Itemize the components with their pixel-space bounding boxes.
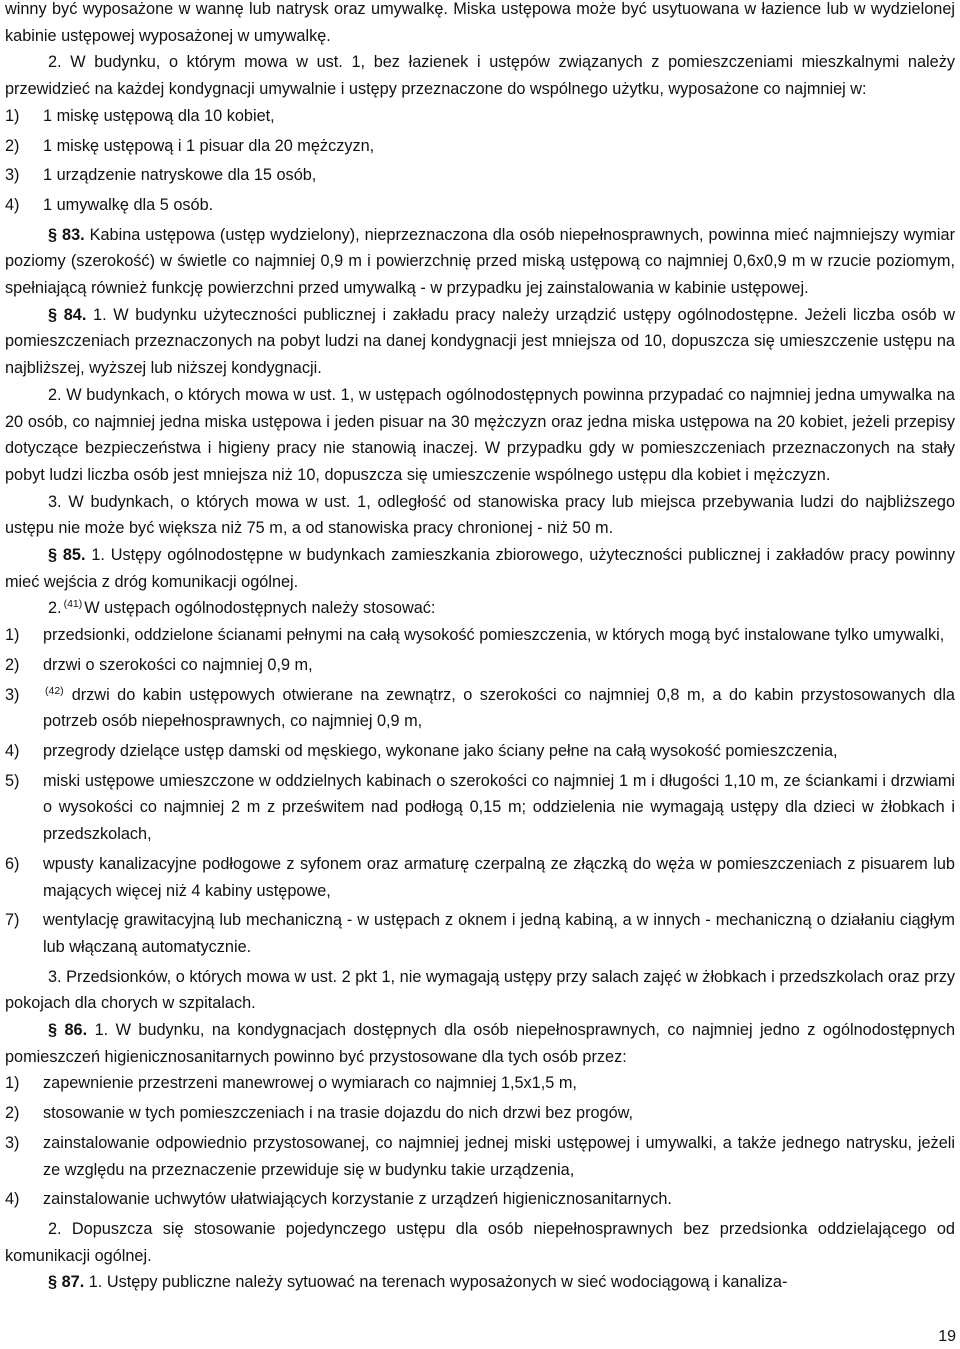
list-item-number: 3) [5,166,20,185]
paragraph-86-2: 2. Dopuszcza się stosowanie pojedynczego ustępu dla osób niepełnosprawnych bez przedsionka oddzielającego od komunikacji ogólnej. [5,1219,955,1265]
list-item [5,133,955,160]
list-item-text: 1 urządzenie natryskowe dla 15 osób, [43,166,317,185]
section-87 [5,1269,955,1296]
list-item-text: przegrody dzielące ustęp damski od męskiego, wykonane jako ściany pełne na całą wysokość pomieszczenia, [43,741,838,760]
list-item-text: drzwi do kabin ustępowych otwierane na zewnątrz, o szerokości co najmniej 0,8 m, a do kabin przystosowanych dla potrzeb osób niepełnosprawnych, co najmniej 0,9 m, [43,685,955,731]
paragraph-number: 2. [48,599,62,618]
list-item-number: 5) [5,771,20,790]
list-item-text: wentylację grawitacyjną lub mechaniczną - w ustępach z oknem i jedną kabiną, a w innych - mechaniczną o działaniu ciągłym lub włączaną automatycznie. [43,911,955,956]
list-item [5,622,955,649]
list-item-number: 1) [5,626,20,645]
section-text: 1. Ustępy publiczne należy sytuować na terenach wyposażonych w sieć wodociągową i kanaliza- [88,1273,788,1292]
section-number: § 86. [48,1021,88,1040]
list-item [5,652,955,679]
list-item-number: 4) [5,741,20,760]
list-item [5,192,955,219]
list-item-text: zainstalowanie odpowiednio przystosowanej, co najmniej jednej miski ustępowej i umywalki, a także jednego natrysku, jeżeli ze względu na przeznaczenie przewiduje się w budynku takie urządzenia, [43,1133,955,1179]
paragraph-85-3: 3. Przedsionków, o których mowa w ust. 2 pkt 1, nie wymagają ustępy przy salach zajęć w żłobkach i przedszkolach oraz przy pokojach dla chorych w szpitalach. [5,967,955,1013]
list-item-number: 2) [5,1104,20,1123]
paragraph-82-2: 2. W budynku, o którym mowa w ust. 1, bez łazienek i ustępów związanych z pomieszczeniami mieszkalnymi należy przewidzieć na każdej kondygnacji umywalnie i ustępy przeznaczone do wspólnego użytku, wyposażone co najmniej w: [5,53,955,99]
list-item-text: wpusty kanalizacyjne podłogowe z syfonem oraz armaturę czerpalną ze złączką do węża w pomieszczeniach z pisuarem lub mających więcej niż 4 kabiny ustępowe, [43,854,955,900]
list-item [5,1070,955,1097]
section-number: § 85. [48,546,86,565]
list-item-number: 6) [5,854,20,873]
section-text: 1. Ustępy ogólnodostępne w budynkach zamieszkania zbiorowego, użyteczności publicznej i zakładów pracy powinny mieć wejścia z dróg komunikacji ogólnej. [5,546,955,591]
list-item-text: 1 miskę ustępową dla 10 kobiet, [43,106,275,125]
list-item-text-with-footnote [43,682,955,735]
paragraph-84-3: 3. W budynkach, o których mowa w ust. 1, odległość od stanowiska pracy lub miejsca przebywania ludzi do najbliższego ustępu nie może być większa niż 75 m, a od stanowiska pracy chronionej - niż 50 m. [5,492,955,538]
list-item-number: 3) [5,1133,20,1152]
list-item [5,162,955,189]
list-item [5,1130,955,1183]
list-item-text: 1 umywalkę dla 5 osób. [43,195,214,214]
list-item-number: 2) [5,136,20,155]
section-number: § 84. [48,305,87,324]
list-item-text: miski ustępowe umieszczone w oddzielnych kabinach o szerokości co najmniej 1 m i długości 1,10 m, ze ściankami i drzwiami o wysokości co najmniej 2 m z prześwitem nad podłogą 0,15 m; oddzielenia nie wymagają ustępy dla dzieci w żłobkach i przedszkolach, [43,771,955,844]
section-text: 1. W budynku użyteczności publicznej i zakładu pracy należy urządzić ustępy ogólnodostępne. Jeżeli liczba osób w pomieszczeniach przeznaczonych na pobyt ludzi na danej kondygnacji jest mniejsza od 10, dopuszcza się umieszczenie ustępu na najbliższej, wyższej lub niższej kondygnacji. [5,305,956,378]
paragraph-text: W ustępach ogólnodostępnych należy stosować: [84,599,436,618]
list-item-number: 1) [5,1074,20,1093]
list-item-text: zainstalowanie uchwytów ułatwiających korzystanie z urządzeń higienicznosanitarnych. [43,1190,672,1209]
section-number: § 83. [48,225,85,244]
section-85 [5,542,955,595]
document-body [5,0,955,1296]
list-item [5,738,955,765]
section-84 [5,302,955,382]
footnote-marker: (42) [45,684,64,697]
list-item [5,907,955,960]
list-item [5,768,955,848]
section-text: 1. W budynku, na kondygnacjach dostępnych dla osób niepełnosprawnych, co najmniej jedno z ogólnodostępnych pomieszczeń higienicznosanitarnych powinno być przystosowane dla tych osób przez: [5,1021,956,1066]
list-item-number: 7) [5,911,20,930]
list-item-number: 4) [5,195,20,214]
list-82 [5,103,955,219]
section-86 [5,1017,955,1070]
list-item-text: przedsionki, oddzielone ścianami pełnymi na całą wysokość pomieszczenia, w których mogą być instalowane tylko umywalki, [43,626,945,645]
list-item [5,851,955,904]
list-item-text: drzwi o szerokości co najmniej 0,9 m, [43,655,313,674]
list-86 [5,1070,955,1213]
list-item-text: 1 miskę ustępową i 1 pisuar dla 20 mężczyzn, [43,136,375,155]
list-item-number: 2) [5,655,20,674]
list-85 [5,622,955,960]
list-item [5,1186,955,1213]
footnote-marker: (41) [63,598,83,611]
list-item-text: zapewnienie przestrzeni manewrowej o wymiarach co najmniej 1,5x1,5 m, [43,1074,577,1093]
list-item-number: 1) [5,106,20,125]
paragraph-continuation: winny być wyposażone w wannę lub natrysk oraz umywalkę. Miska ustępowa może być usytuowana w łazience lub w wydzielonej kabinie ustępowej wyposażonej w umywalkę. [5,0,955,45]
list-item-number: 4) [5,1190,20,1209]
page-number: 19 [938,1328,956,1345]
list-item-text: stosowanie w tych pomieszczeniach i na trasie dojazdu do nich drzwi bez progów, [43,1104,634,1123]
list-item [5,1100,955,1127]
paragraph-84-2: 2. W budynkach, o których mowa w ust. 1, w ustępach ogólnodostępnych powinna przypadać co najmniej jedna umywalka na 20 osób, co najmniej jedna miska ustępowa i jeden pisuar na 30 mężczyzn oraz jedna miska ustępowa na 20 kobiet, jeżeli przepisy dotyczące bezpieczeństwa i higieny pracy nie stanowią inaczej. W przypadku gdy w pomieszczeniach przeznaczonych na stały pobyt ludzi liczba osób jest mniejsza niż 10, dopuszcza się umieszczenie wspólnego ustępu dla kobiet i mężczyzn. [5,385,955,484]
section-text: Kabina ustępowa (ustęp wydzielony), nieprzeznaczona dla osób niepełnosprawnych, powinna mieć najmniejszy wymiar poziomy (szerokość) w świetle co najmniej 0,9 m i powierzchnię przed miską ustępową co najmniej 0,6x0,9 m w rzucie poziomym, spełniającą również funkcję powierzchni przed umywalką - w przypadku jej zainstalowania w kabinie ustępowej. [5,225,956,298]
section-83 [5,222,955,302]
section-number: § 87. [48,1273,85,1292]
list-item [5,682,955,735]
list-item [5,103,955,130]
paragraph-85-2 [5,595,955,622]
list-item-number: 3) [5,685,20,704]
